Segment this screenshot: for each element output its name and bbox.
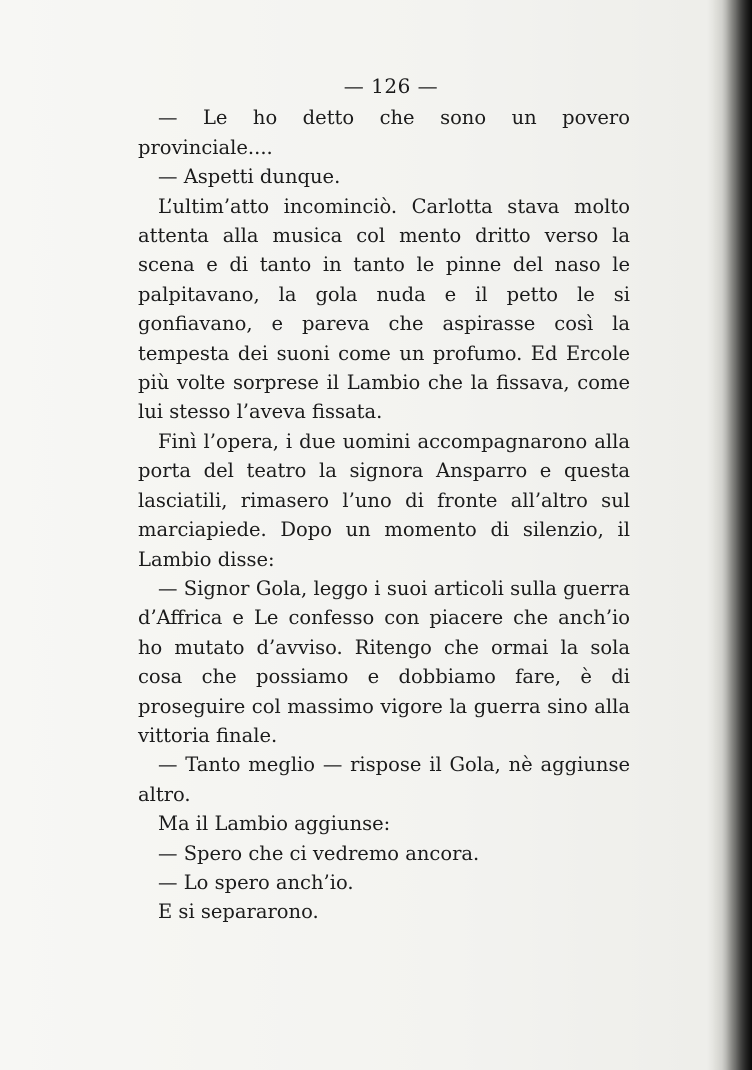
page-binding-shadow [712, 0, 752, 1070]
paragraph-6: — Tanto meglio — rispose il Gola, nè aggiunse altro. [138, 753, 630, 806]
paragraph-8: — Spero che ci vedremo ancora. [158, 841, 480, 865]
paragraph-5: — Signor Gola, leggo i suoi articoli sulla guerra d’Affrica e Le confesso con piacere che anch’io ho mutato d’avviso. Ritengo che ormai la sola cosa che possiamo e dobbiamo fare, è di proseguire col massimo vigore la guerra sino alla vittoria finale. [138, 576, 630, 747]
page-text [138, 72, 630, 927]
paragraph-10: E si separarono. [158, 900, 319, 924]
paragraph-7: Ma il Lambio aggiunse: [158, 812, 391, 836]
paragraph-3: L’ultim’atto incominciò. Carlotta stava molto attenta alla musica col mento dritto verso la scena e di tanto in tanto le pinne del naso le palpitavano, la gola nuda e il petto le si gonfiavano, e pareva che aspirasse così la tempesta dei suoni come un profumo. Ed Ercole più volte sorprese il Lambio che la fissava, come lui stesso l’aveva fissata. [138, 194, 630, 424]
paragraph-9: — Lo spero anch’io. [158, 870, 354, 894]
paragraph-4: Finì l’opera, i due uomini accompagnarono alla porta del teatro la signora Ansparro e questa lasciatili, rimasero l’uno di fronte all’altro sul marciapiede. Dopo un momento di silenzio, il Lambio disse: [138, 429, 630, 571]
paragraph-1: — Le ho detto che sono un povero provinciale.... [138, 106, 630, 159]
page-number: — 126 — [343, 74, 439, 98]
paragraph-2: — Aspetti dunque. [158, 165, 341, 189]
